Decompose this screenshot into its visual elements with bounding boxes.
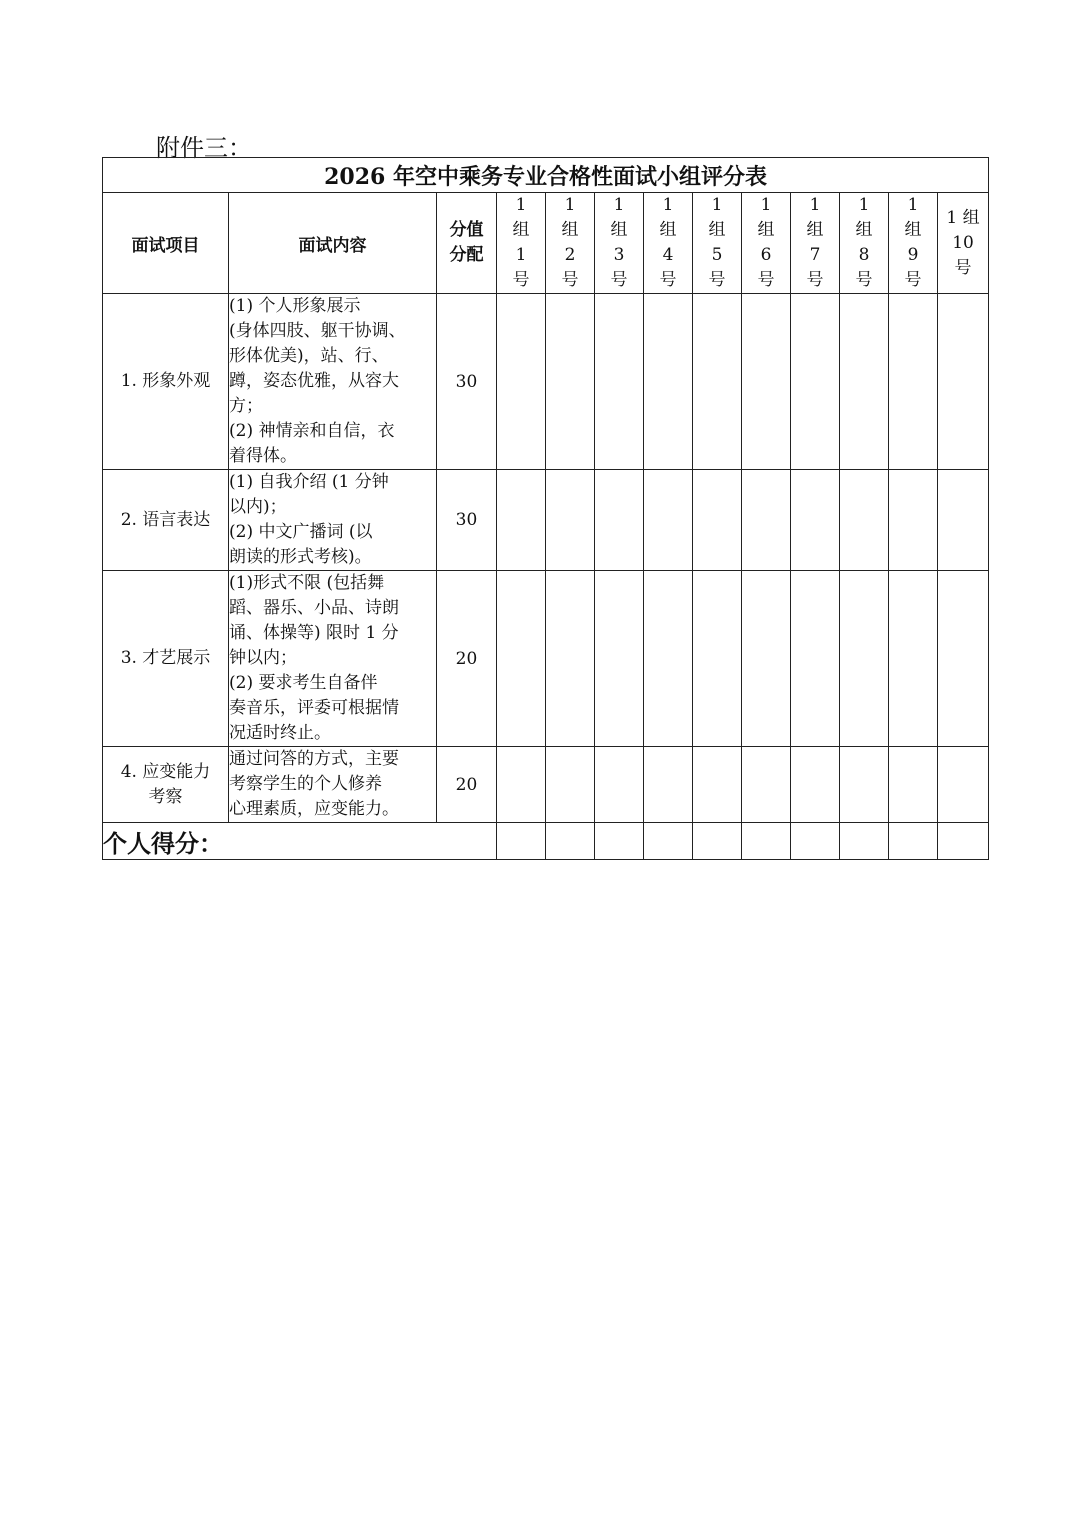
interview-item-line: 考察	[148, 786, 183, 807]
judge-score-cell[interactable]	[693, 747, 742, 823]
header-judge-line: 组	[806, 220, 824, 240]
header-judge-line: 号	[757, 270, 775, 290]
score-allocation: 20	[437, 571, 497, 747]
interview-content-line: 钟以内；	[229, 648, 297, 668]
interview-content	[229, 747, 437, 823]
header-judge-line: 1	[809, 195, 821, 215]
judge-score-cell[interactable]	[938, 294, 989, 470]
header-score	[437, 193, 497, 294]
judge-score-cell[interactable]	[497, 294, 546, 470]
judge-total-cell[interactable]	[742, 823, 791, 860]
judge-score-cell[interactable]	[742, 470, 791, 571]
header-judge-line: 9	[907, 245, 919, 265]
header-judge-line: 组	[512, 220, 530, 240]
score-table	[102, 157, 989, 860]
header-judge-line: 1	[662, 195, 674, 215]
interview-content-line: 蹲，姿态优雅，从容大	[229, 371, 399, 391]
judge-score-cell[interactable]	[546, 571, 595, 747]
judge-total-cell[interactable]	[938, 823, 989, 860]
judge-score-cell[interactable]	[938, 470, 989, 571]
interview-content-line: 心理素质，应变能力。	[229, 799, 399, 819]
header-judge-line: 3	[613, 245, 625, 265]
header-judge-line: 1	[760, 195, 772, 215]
header-judge-line: 组	[610, 220, 628, 240]
judge-score-cell[interactable]	[840, 571, 889, 747]
judge-score-cell[interactable]	[693, 571, 742, 747]
total-label: 个人得分：	[103, 823, 497, 860]
score-allocation: 30	[437, 470, 497, 571]
header-judge-line: 组	[904, 220, 922, 240]
judge-score-cell[interactable]	[497, 470, 546, 571]
header-judge-9	[889, 193, 938, 294]
header-judge-line: 1	[711, 195, 723, 215]
interview-content-line: 着得体。	[229, 446, 297, 466]
header-judge-line: 1	[613, 195, 625, 215]
interview-content-line: (1) 自我介绍 (1 分钟	[229, 472, 389, 492]
judge-score-cell[interactable]	[840, 470, 889, 571]
total-row	[103, 823, 989, 860]
interview-item	[103, 571, 229, 747]
attachment-label: 附件三：	[156, 134, 252, 162]
interview-content-line: 方；	[229, 396, 263, 416]
table-title: 2026 年空中乘务专业合格性面试小组评分表	[103, 158, 989, 193]
header-judge-line: 7	[809, 245, 821, 265]
table-row	[103, 571, 989, 747]
judge-score-cell[interactable]	[644, 294, 693, 470]
interview-content-line: (2) 中文广播词 (以	[229, 522, 373, 542]
judge-score-cell[interactable]	[693, 294, 742, 470]
interview-content-line: 朗读的形式考核)。	[229, 547, 372, 567]
header-judge-line: 号	[512, 270, 530, 290]
judge-score-cell[interactable]	[546, 470, 595, 571]
header-judge-line: 5	[711, 245, 723, 265]
judge-score-cell[interactable]	[693, 470, 742, 571]
interview-item	[103, 747, 229, 823]
judge-score-cell[interactable]	[889, 571, 938, 747]
interview-item-line: 4. 应变能力	[120, 761, 211, 782]
judge-score-cell[interactable]	[742, 747, 791, 823]
judge-total-cell[interactable]	[840, 823, 889, 860]
header-judge-2	[546, 193, 595, 294]
interview-item-line: 1. 形象外观	[120, 371, 211, 391]
judge-score-cell[interactable]	[840, 747, 889, 823]
interview-content-line: 形体优美)，站、行、	[229, 346, 389, 366]
score-allocation: 30	[437, 294, 497, 470]
judge-score-cell[interactable]	[791, 571, 840, 747]
judge-score-cell[interactable]	[497, 747, 546, 823]
judge-score-cell[interactable]	[889, 294, 938, 470]
interview-item	[103, 470, 229, 571]
judge-score-cell[interactable]	[938, 747, 989, 823]
judge-score-cell[interactable]	[546, 294, 595, 470]
judge-score-cell[interactable]	[644, 747, 693, 823]
interview-content-line: (2) 神情亲和自信，衣	[229, 421, 395, 441]
header-judge-line: 号	[806, 270, 824, 290]
interview-content	[229, 571, 437, 747]
header-judge-4	[644, 193, 693, 294]
judge-score-cell[interactable]	[742, 294, 791, 470]
judge-score-cell[interactable]	[938, 571, 989, 747]
header-judge-7	[791, 193, 840, 294]
header-judge-line: 1	[907, 195, 919, 215]
judge-total-cell[interactable]	[497, 823, 546, 860]
interview-content-line: 诵、体操等) 限时 1 分	[229, 623, 399, 643]
judge-total-cell[interactable]	[791, 823, 840, 860]
header-judge-line: 号	[610, 270, 628, 290]
table-row	[103, 470, 989, 571]
header-judge-line: 组	[855, 220, 873, 240]
interview-content	[229, 470, 437, 571]
judge-score-cell[interactable]	[791, 294, 840, 470]
header-judge-line: 号	[659, 270, 677, 290]
header-judge-10	[938, 193, 989, 294]
interview-content-line: 考察学生的个人修养	[229, 774, 382, 794]
judge-total-cell[interactable]	[693, 823, 742, 860]
interview-content-line: 蹈、器乐、小品、诗朗	[229, 598, 399, 618]
judge-score-cell[interactable]	[840, 294, 889, 470]
table-row	[103, 294, 989, 470]
header-judge-line: 4	[662, 245, 674, 265]
judge-score-cell[interactable]	[595, 294, 644, 470]
header-judge-line: 号	[954, 257, 972, 278]
interview-content-line: (2) 要求考生自备伴	[229, 673, 378, 693]
header-judge-3	[595, 193, 644, 294]
judge-score-cell[interactable]	[595, 470, 644, 571]
interview-content-line: (1)形式不限 (包括舞	[229, 573, 385, 593]
judge-score-cell[interactable]	[889, 470, 938, 571]
header-judge-line: 组	[659, 220, 677, 240]
score-allocation: 20	[437, 747, 497, 823]
judge-score-cell[interactable]	[791, 470, 840, 571]
judge-score-cell[interactable]	[595, 571, 644, 747]
header-judge-line: 号	[561, 270, 579, 290]
header-judge-8	[840, 193, 889, 294]
header-judge-line: 组	[708, 220, 726, 240]
header-judge-line: 1	[515, 245, 527, 265]
judge-total-cell[interactable]	[889, 823, 938, 860]
header-judge-line: 组	[561, 220, 579, 240]
header-judge-line: 2	[564, 245, 576, 265]
judge-score-cell[interactable]	[595, 747, 644, 823]
header-content: 面试内容	[229, 193, 437, 294]
header-judge-line: 号	[855, 270, 873, 290]
interview-content	[229, 294, 437, 470]
judge-total-cell[interactable]	[595, 823, 644, 860]
interview-content-line: 通过问答的方式，主要	[229, 749, 399, 769]
judge-score-cell[interactable]	[889, 747, 938, 823]
header-judge-line: 1	[858, 195, 870, 215]
table-row	[103, 747, 989, 823]
judge-score-cell[interactable]	[644, 470, 693, 571]
interview-content-line: 以内)；	[229, 497, 287, 517]
header-judge-line: 1 组	[946, 207, 980, 228]
judge-score-cell[interactable]	[791, 747, 840, 823]
header-judge-line: 6	[760, 245, 772, 265]
header-judge-line: 8	[858, 245, 870, 265]
header-score-line: 分配	[449, 245, 484, 265]
header-judge-1	[497, 193, 546, 294]
header-judge-5	[693, 193, 742, 294]
interview-content-line: 况适时终止。	[229, 723, 331, 743]
judge-score-cell[interactable]	[644, 571, 693, 747]
header-judge-line: 1	[515, 195, 527, 215]
header-judge-line: 10	[952, 232, 974, 253]
judge-score-cell[interactable]	[546, 747, 595, 823]
judge-score-cell[interactable]	[742, 571, 791, 747]
interview-content-line: (1) 个人形象展示	[229, 296, 361, 316]
judge-total-cell[interactable]	[546, 823, 595, 860]
header-judge-line: 号	[904, 270, 922, 290]
interview-item-line: 2. 语言表达	[120, 509, 211, 530]
interview-item-line: 3. 才艺展示	[120, 648, 211, 668]
header-judge-line: 组	[757, 220, 775, 240]
header-judge-line: 1	[564, 195, 576, 215]
interview-item	[103, 294, 229, 470]
judge-total-cell[interactable]	[644, 823, 693, 860]
interview-content-line: 奏音乐，评委可根据情	[229, 698, 399, 718]
header-judge-6	[742, 193, 791, 294]
header-judge-line: 号	[708, 270, 726, 290]
header-item: 面试项目	[103, 193, 229, 294]
interview-content-line: (身体四肢、躯干协调、	[229, 321, 406, 341]
judge-score-cell[interactable]	[497, 571, 546, 747]
header-score-line: 分值	[449, 220, 484, 240]
